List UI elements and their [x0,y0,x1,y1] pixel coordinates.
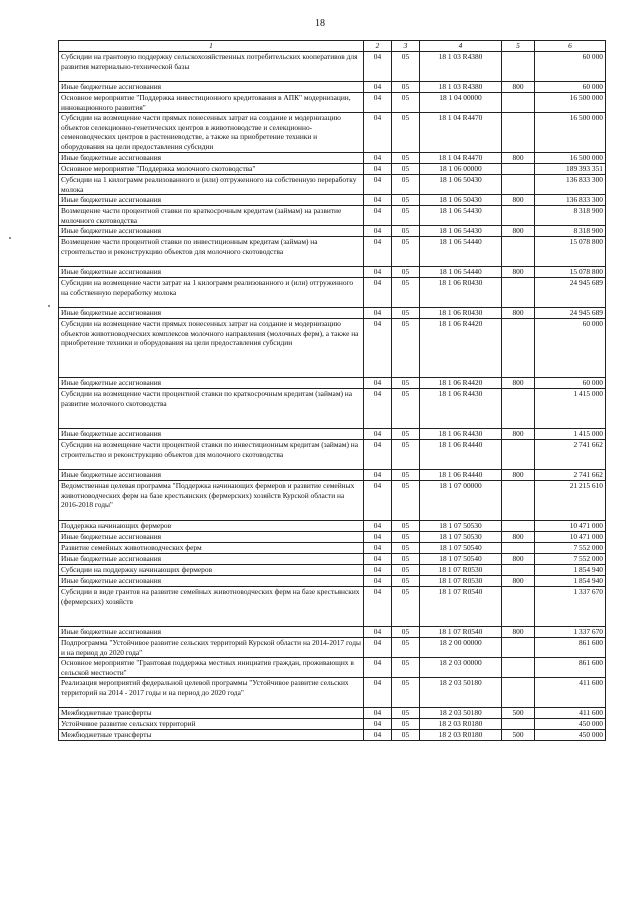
cell-csr: 18 1 07 R0530 [420,565,502,576]
cell-sum: 1 337 670 [535,587,606,627]
cell-csr: 18 1 07 R0540 [420,587,502,627]
cell-name: Субсидии на грантовую поддержку сельскохозяйственных потребительских кооперативов для развития материально-технической базы [59,52,364,82]
cell-name: Межбюджетные трансферты [59,708,364,719]
cell-vr [502,440,535,470]
cell-name: Субсидии на возмещение части затрат на 1 килограмм реализованного и (или) отгруженного на собственную переработку молока [59,278,364,308]
cell-vr [502,658,535,678]
cell-sum: 60 000 [535,319,606,378]
cell-sum: 24 945 689 [535,308,606,319]
scan-speck [48,305,50,307]
cell-pr: 05 [392,658,420,678]
cell-sum: 2 741 662 [535,440,606,470]
cell-vr: 800 [502,195,535,206]
cell-name: Развитие семейных животноводческих ферм [59,543,364,554]
cell-sum: 24 945 689 [535,278,606,308]
table-row [59,543,606,554]
header-col-2: 2 [364,41,392,52]
cell-csr: 18 1 06 R4420 [420,378,502,389]
cell-rz: 04 [364,565,392,576]
cell-pr: 05 [392,195,420,206]
cell-csr: 18 1 04 00000 [420,93,502,113]
cell-sum: 16 500 000 [535,153,606,164]
table-row [59,153,606,164]
cell-csr: 18 2 03 00000 [420,658,502,678]
table-row [59,429,606,440]
cell-name: Субсидии на 1 килограмм реализованного и (или) отгруженного на собственную переработку молока [59,175,364,195]
cell-csr: 18 2 03 50180 [420,708,502,719]
cell-sum: 1 415 000 [535,429,606,440]
cell-vr [502,113,535,153]
table-row [59,627,606,638]
cell-name: Иные бюджетные ассигнования [59,627,364,638]
cell-csr: 18 1 06 R4430 [420,429,502,440]
cell-rz: 04 [364,206,392,226]
cell-pr: 05 [392,164,420,175]
cell-rz: 04 [364,237,392,267]
cell-sum: 8 318 900 [535,206,606,226]
cell-csr: 18 1 06 54440 [420,237,502,267]
cell-rz: 04 [364,521,392,532]
cell-sum: 7 552 000 [535,543,606,554]
cell-sum: 10 471 000 [535,532,606,543]
cell-rz: 04 [364,638,392,658]
cell-name: Возмещение части процентной ставки по инвестиционным кредитам (займам) на строительство и реконструкцию объектов для молочного скотоводства [59,237,364,267]
cell-csr: 18 2 03 R0180 [420,719,502,730]
cell-name: Ведомственная целевая программа "Поддержка начинающих фермеров и развитие семейных животноводческих ферм на базе крестьянских (фермерских) хозяйств Курской области на 2016-2018 годы" [59,481,364,521]
cell-rz: 04 [364,587,392,627]
cell-rz: 04 [364,543,392,554]
cell-pr: 05 [392,52,420,82]
cell-sum: 136 833 300 [535,195,606,206]
cell-sum: 1 337 670 [535,627,606,638]
cell-name: Поддержка начинающих фермеров [59,521,364,532]
cell-rz: 04 [364,52,392,82]
cell-name: Иные бюджетные ассигнования [59,470,364,481]
cell-csr: 18 1 06 R4440 [420,440,502,470]
cell-name: Реализация мероприятий федеральной целевой программы "Устойчивое развитие сельских территорий на 2014 - 2017 годы и на период до 2020 года" [59,678,364,708]
cell-vr [502,278,535,308]
cell-rz: 04 [364,278,392,308]
cell-pr: 05 [392,82,420,93]
cell-pr: 05 [392,153,420,164]
table-row [59,308,606,319]
cell-csr: 18 1 06 R4440 [420,470,502,481]
cell-sum: 15 078 800 [535,237,606,267]
cell-sum: 450 000 [535,719,606,730]
cell-csr: 18 1 04 R4470 [420,153,502,164]
cell-rz: 04 [364,378,392,389]
cell-rz: 04 [364,576,392,587]
cell-pr: 05 [392,730,420,741]
cell-vr [502,206,535,226]
cell-name: Межбюджетные трансферты [59,730,364,741]
table-row [59,678,606,708]
cell-rz: 04 [364,175,392,195]
cell-name: Иные бюджетные ассигнования [59,429,364,440]
cell-csr: 18 1 07 50540 [420,554,502,565]
cell-vr: 800 [502,308,535,319]
cell-rz: 04 [364,113,392,153]
cell-vr [502,93,535,113]
cell-pr: 05 [392,308,420,319]
cell-vr [502,543,535,554]
cell-sum: 861 600 [535,638,606,658]
cell-rz: 04 [364,658,392,678]
table-row [59,278,606,308]
cell-vr: 500 [502,708,535,719]
cell-vr [502,52,535,82]
table-row [59,267,606,278]
cell-name: Иные бюджетные ассигнования [59,378,364,389]
table-row [59,378,606,389]
cell-vr: 800 [502,153,535,164]
cell-name: Иные бюджетные ассигнования [59,576,364,587]
cell-pr: 05 [392,113,420,153]
header-col-6: 6 [535,41,606,52]
cell-csr: 18 1 04 R4470 [420,113,502,153]
cell-vr: 800 [502,554,535,565]
table-row [59,206,606,226]
cell-pr: 05 [392,389,420,429]
table-row [59,565,606,576]
cell-pr: 05 [392,440,420,470]
cell-vr: 800 [502,82,535,93]
cell-csr: 18 1 03 R4380 [420,82,502,93]
cell-name: Иные бюджетные ассигнования [59,195,364,206]
cell-vr [502,587,535,627]
cell-rz: 04 [364,389,392,429]
cell-name: Субсидии на возмещение части прямых понесенных затрат на создание и модернизацию объектов селекционно-генетических центров в животноводстве и селекционно-семеноводческих центров в растениеводстве, а также на приобретение техники и оборудования на цели предоставления субсидии [59,113,364,153]
table-row [59,319,606,378]
table-row [59,719,606,730]
cell-vr: 800 [502,226,535,237]
cell-pr: 05 [392,226,420,237]
cell-sum: 1 854 940 [535,565,606,576]
cell-pr: 05 [392,237,420,267]
cell-sum: 136 833 300 [535,175,606,195]
header-col-3: 3 [392,41,420,52]
cell-sum: 15 078 800 [535,267,606,278]
table-row [59,226,606,237]
cell-rz: 04 [364,93,392,113]
cell-pr: 05 [392,378,420,389]
cell-sum: 16 500 000 [535,93,606,113]
cell-pr: 05 [392,267,420,278]
cell-name: Подпрограмма "Устойчивое развитие сельских территорий Курской области на 2014-2017 годы и на период до 2020 года" [59,638,364,658]
cell-vr: 800 [502,470,535,481]
table-row [59,113,606,153]
table-row [59,554,606,565]
table-row [59,237,606,267]
cell-name: Иные бюджетные ассигнования [59,153,364,164]
cell-rz: 04 [364,267,392,278]
cell-csr: 18 2 00 00000 [420,638,502,658]
cell-rz: 04 [364,678,392,708]
cell-vr [502,719,535,730]
cell-rz: 04 [364,429,392,440]
cell-pr: 05 [392,719,420,730]
cell-vr [502,175,535,195]
table-row [59,195,606,206]
cell-name: Иные бюджетные ассигнования [59,82,364,93]
cell-name: Субсидии на возмещение части процентной ставки по инвестиционным кредитам (займам) на строительство и реконструкцию объектов для молочного скотоводства [59,440,364,470]
cell-vr: 800 [502,576,535,587]
cell-name: Устойчивое развитие сельских территорий [59,719,364,730]
cell-sum: 21 215 610 [535,481,606,521]
cell-pr: 05 [392,319,420,378]
table-row [59,175,606,195]
cell-rz: 04 [364,481,392,521]
cell-vr: 800 [502,267,535,278]
cell-rz: 04 [364,470,392,481]
cell-rz: 04 [364,319,392,378]
cell-rz: 04 [364,164,392,175]
cell-csr: 18 1 06 00000 [420,164,502,175]
cell-sum: 8 318 900 [535,226,606,237]
cell-pr: 05 [392,429,420,440]
cell-sum: 60 000 [535,82,606,93]
cell-vr [502,678,535,708]
cell-pr: 05 [392,175,420,195]
cell-rz: 04 [364,195,392,206]
cell-rz: 04 [364,627,392,638]
cell-csr: 18 1 06 54430 [420,206,502,226]
table-row [59,532,606,543]
cell-name: Субсидии в виде грантов на развитие семейных животноводческих ферм на базе крестьянских (фермерских) хозяйств [59,587,364,627]
header-col-1: 1 [59,41,364,52]
cell-csr: 18 1 06 54440 [420,267,502,278]
cell-pr: 05 [392,93,420,113]
cell-rz: 04 [364,719,392,730]
cell-pr: 05 [392,521,420,532]
cell-rz: 04 [364,708,392,719]
cell-pr: 05 [392,543,420,554]
cell-pr: 05 [392,708,420,719]
cell-csr: 18 1 07 50540 [420,543,502,554]
table-row [59,638,606,658]
cell-vr: 800 [502,429,535,440]
header-col-4: 4 [420,41,502,52]
cell-pr: 05 [392,470,420,481]
cell-name: Субсидии на возмещение части прямых понесенных затрат на создание и модернизацию объектов животноводческих комплексов молочного направления (молочных ферм), а также на приобретение техники и оборудования на цели предоставления субсидии [59,319,364,378]
cell-pr: 05 [392,678,420,708]
cell-name: Возмещение части процентной ставки по краткосрочным кредитам (займам) на развитие молочного скотоводства [59,206,364,226]
cell-csr: 18 1 06 R4430 [420,389,502,429]
table-row [59,481,606,521]
cell-csr: 18 1 06 R0430 [420,308,502,319]
cell-vr [502,638,535,658]
cell-vr: 500 [502,730,535,741]
cell-csr: 18 1 07 R0530 [420,576,502,587]
cell-sum: 861 600 [535,658,606,678]
cell-sum: 450 000 [535,730,606,741]
cell-pr: 05 [392,576,420,587]
cell-csr: 18 2 03 50180 [420,678,502,708]
cell-rz: 04 [364,226,392,237]
cell-sum: 16 500 000 [535,113,606,153]
cell-sum: 60 000 [535,378,606,389]
cell-pr: 05 [392,587,420,627]
table-row [59,52,606,82]
header-col-5: 5 [502,41,535,52]
table-row [59,576,606,587]
cell-vr [502,521,535,532]
table-row [59,521,606,532]
page-number: 18 [315,18,325,29]
cell-vr: 800 [502,627,535,638]
table-row [59,82,606,93]
cell-name: Иные бюджетные ассигнования [59,532,364,543]
cell-sum: 60 000 [535,52,606,82]
cell-name: Субсидии на поддержку начинающих фермеров [59,565,364,576]
cell-rz: 04 [364,730,392,741]
cell-pr: 05 [392,278,420,308]
cell-csr: 18 1 07 50530 [420,521,502,532]
table-row [59,587,606,627]
cell-sum: 1 854 940 [535,576,606,587]
table-row [59,708,606,719]
cell-rz: 04 [364,82,392,93]
cell-vr [502,237,535,267]
cell-pr: 05 [392,627,420,638]
cell-name: Иные бюджетные ассигнования [59,308,364,319]
table-row [59,470,606,481]
table-row [59,93,606,113]
cell-sum: 189 393 351 [535,164,606,175]
cell-pr: 05 [392,638,420,658]
cell-name: Иные бюджетные ассигнования [59,226,364,237]
cell-sum: 1 415 000 [535,389,606,429]
table-row [59,164,606,175]
cell-csr: 18 1 03 R4380 [420,52,502,82]
cell-pr: 05 [392,481,420,521]
cell-rz: 04 [364,554,392,565]
cell-pr: 05 [392,532,420,543]
cell-csr: 18 1 06 50430 [420,175,502,195]
cell-vr [502,319,535,378]
cell-csr: 18 1 07 50530 [420,532,502,543]
cell-csr: 18 1 06 R0430 [420,278,502,308]
cell-vr [502,565,535,576]
cell-pr: 05 [392,554,420,565]
scan-speck [9,237,11,239]
cell-csr: 18 1 07 00000 [420,481,502,521]
cell-sum: 10 471 000 [535,521,606,532]
cell-csr: 18 1 06 R4420 [420,319,502,378]
cell-name: Иные бюджетные ассигнования [59,267,364,278]
cell-rz: 04 [364,308,392,319]
cell-vr [502,164,535,175]
cell-pr: 05 [392,206,420,226]
cell-name: Основное мероприятие "Поддержка инвестиционного кредитования в АПК" модернизации, инновационного развития" [59,93,364,113]
table-row [59,440,606,470]
cell-sum: 411 600 [535,708,606,719]
cell-name: Основное мероприятие "Поддержка молочного скотоводства" [59,164,364,175]
cell-name: Иные бюджетные ассигнования [59,554,364,565]
cell-pr: 05 [392,565,420,576]
budget-table [58,40,606,741]
cell-sum: 7 552 000 [535,554,606,565]
cell-vr: 800 [502,532,535,543]
cell-rz: 04 [364,532,392,543]
cell-csr: 18 1 06 54430 [420,226,502,237]
cell-sum: 2 741 662 [535,470,606,481]
table-row [59,730,606,741]
cell-name: Субсидии на возмещение части процентной ставки по краткосрочным кредитам (займам) на развитие молочного скотоводства [59,389,364,429]
cell-vr [502,481,535,521]
cell-name: Основное мероприятие "Грантовая поддержка местных инициатив граждан, проживающих в сельской местности" [59,658,364,678]
cell-sum: 411 600 [535,678,606,708]
cell-rz: 04 [364,440,392,470]
cell-rz: 04 [364,153,392,164]
table-row [59,658,606,678]
cell-csr: 18 1 07 R0540 [420,627,502,638]
table-row [59,389,606,429]
column-number-row [59,41,606,52]
cell-vr: 800 [502,378,535,389]
cell-vr [502,389,535,429]
cell-csr: 18 1 06 50430 [420,195,502,206]
cell-csr: 18 2 03 R0180 [420,730,502,741]
